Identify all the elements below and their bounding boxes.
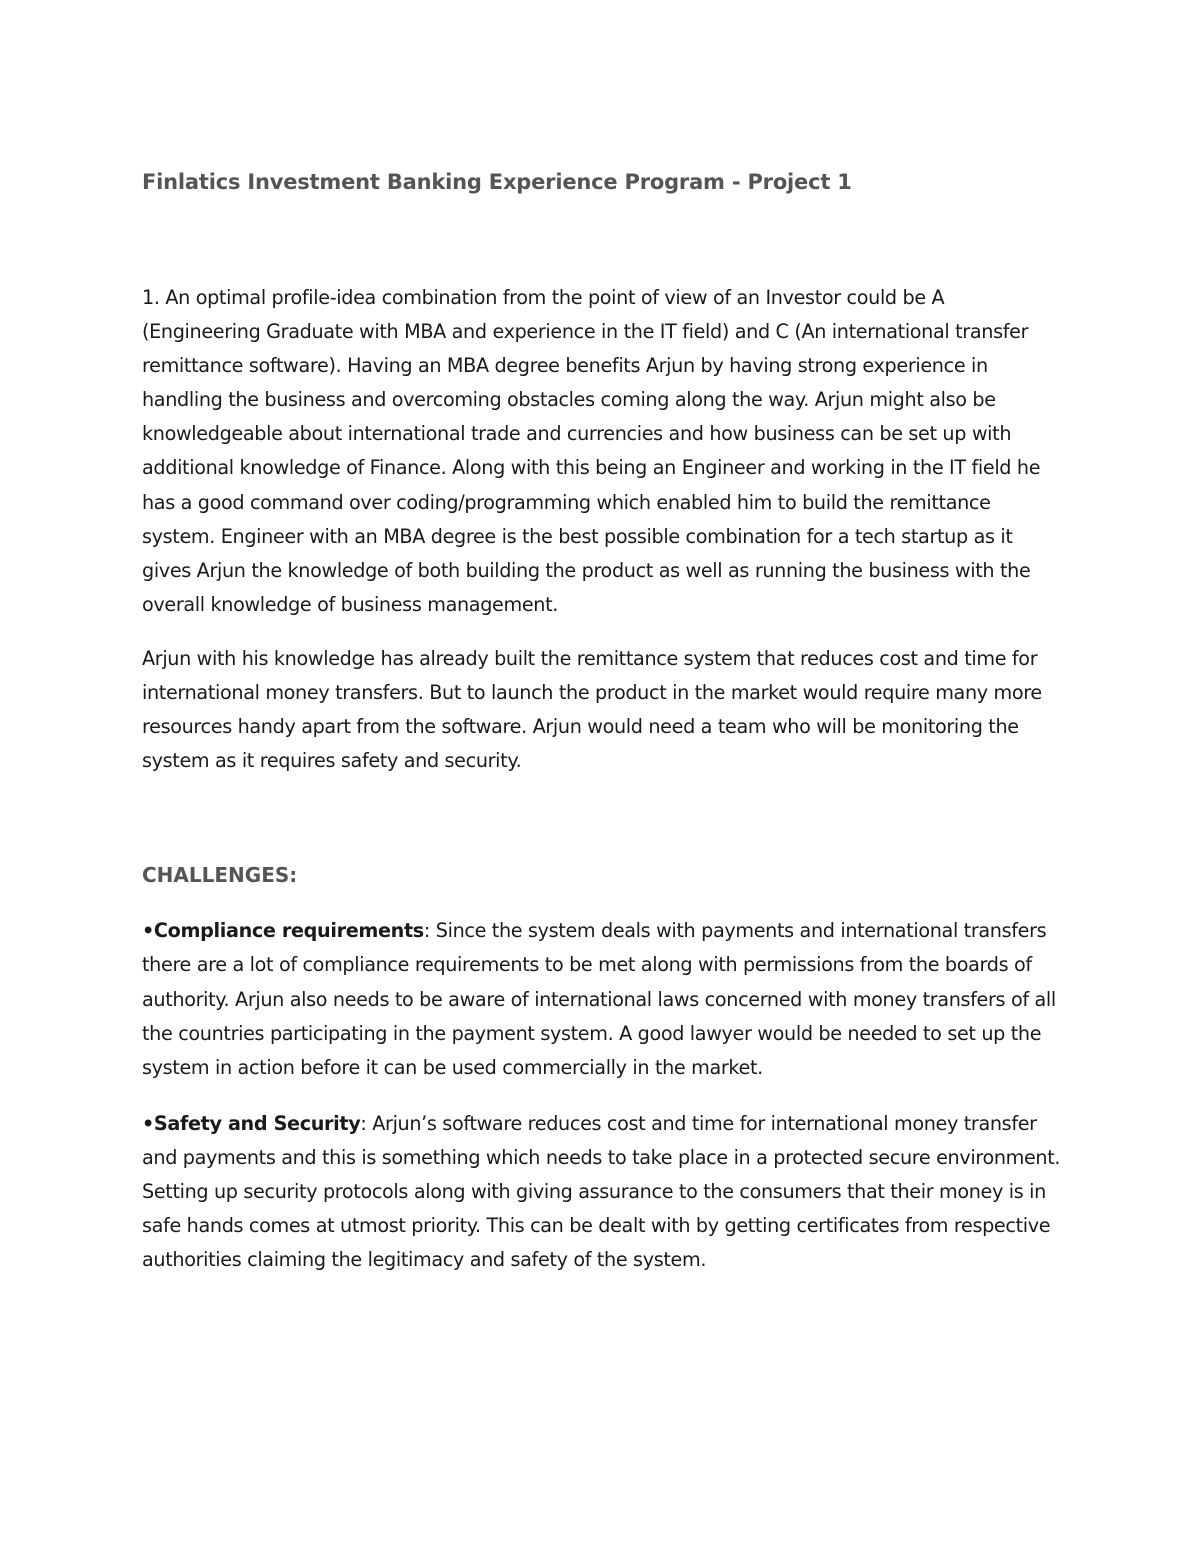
challenge-text: Arjun’s software reduces cost and time for international money transfer and payments and this is something which needs to take place in a protected secure environment. Setting up security protocols along with giving assurance to the consumers that their money is in safe hands comes at utmost priority. This can be dealt with by getting certificates from respective authorities claiming the legitimacy and safety of the system. [142, 1111, 1061, 1272]
challenge-item-security [142, 1107, 1062, 1277]
challenge-separator: : [360, 1111, 367, 1135]
challenge-title: Safety and Security [153, 1111, 361, 1135]
challenge-text: Since the system deals with payments and international transfers there are a lot of compliance requirements to be met along with permissions from the boards of authority. Arjun also needs to be aware of international laws concerned with money transfers of all the countries participating in the payment system. A good lawyer would be needed to set up the system in action before it can be used commercially in the market. [142, 919, 1056, 1079]
challenge-separator: : [423, 919, 431, 943]
document-title: Finlatics Investment Banking Experience Program - Project 1 [142, 170, 852, 194]
challenge-item-compliance [142, 914, 1062, 1084]
bullet-marker: • [142, 1111, 154, 1135]
challenges-heading: CHALLENGES: [142, 863, 298, 888]
paragraph-profile-idea: 1. An optimal profile-idea combination from the point of view of an Investor could be A (Engineering Graduate with MBA and experience in the IT field) and C (An international transfer remittance software). Having an MBA degree benefits Arjun by having strong experience in handling the business and overcoming obstacles coming along the way. Arjun might also be knowledgeable about international trade and currencies and how business can be set up with additional knowledge of Finance. Along with this being an Engineer and working in the IT field he has a good command over coding/programming which enabled him to build the remittance system. Engineer with an MBA degree is the best possible combination for a tech startup as it gives Arjun the knowledge of both building the product as well as running the business with the overall knowledge of business management. [142, 286, 1041, 616]
document-body [142, 166, 1062, 1277]
paragraph-remittance-system: Arjun with his knowledge has already built the remittance system that reduces cost and time for international money transfers. But to launch the product in the market would require many more resources handy apart from the software. Arjun would need a team who will be monitoring the system as it requires safety and security. [142, 646, 1042, 773]
challenge-title: Compliance requirements [153, 919, 424, 943]
bullet-marker: • [142, 919, 154, 943]
